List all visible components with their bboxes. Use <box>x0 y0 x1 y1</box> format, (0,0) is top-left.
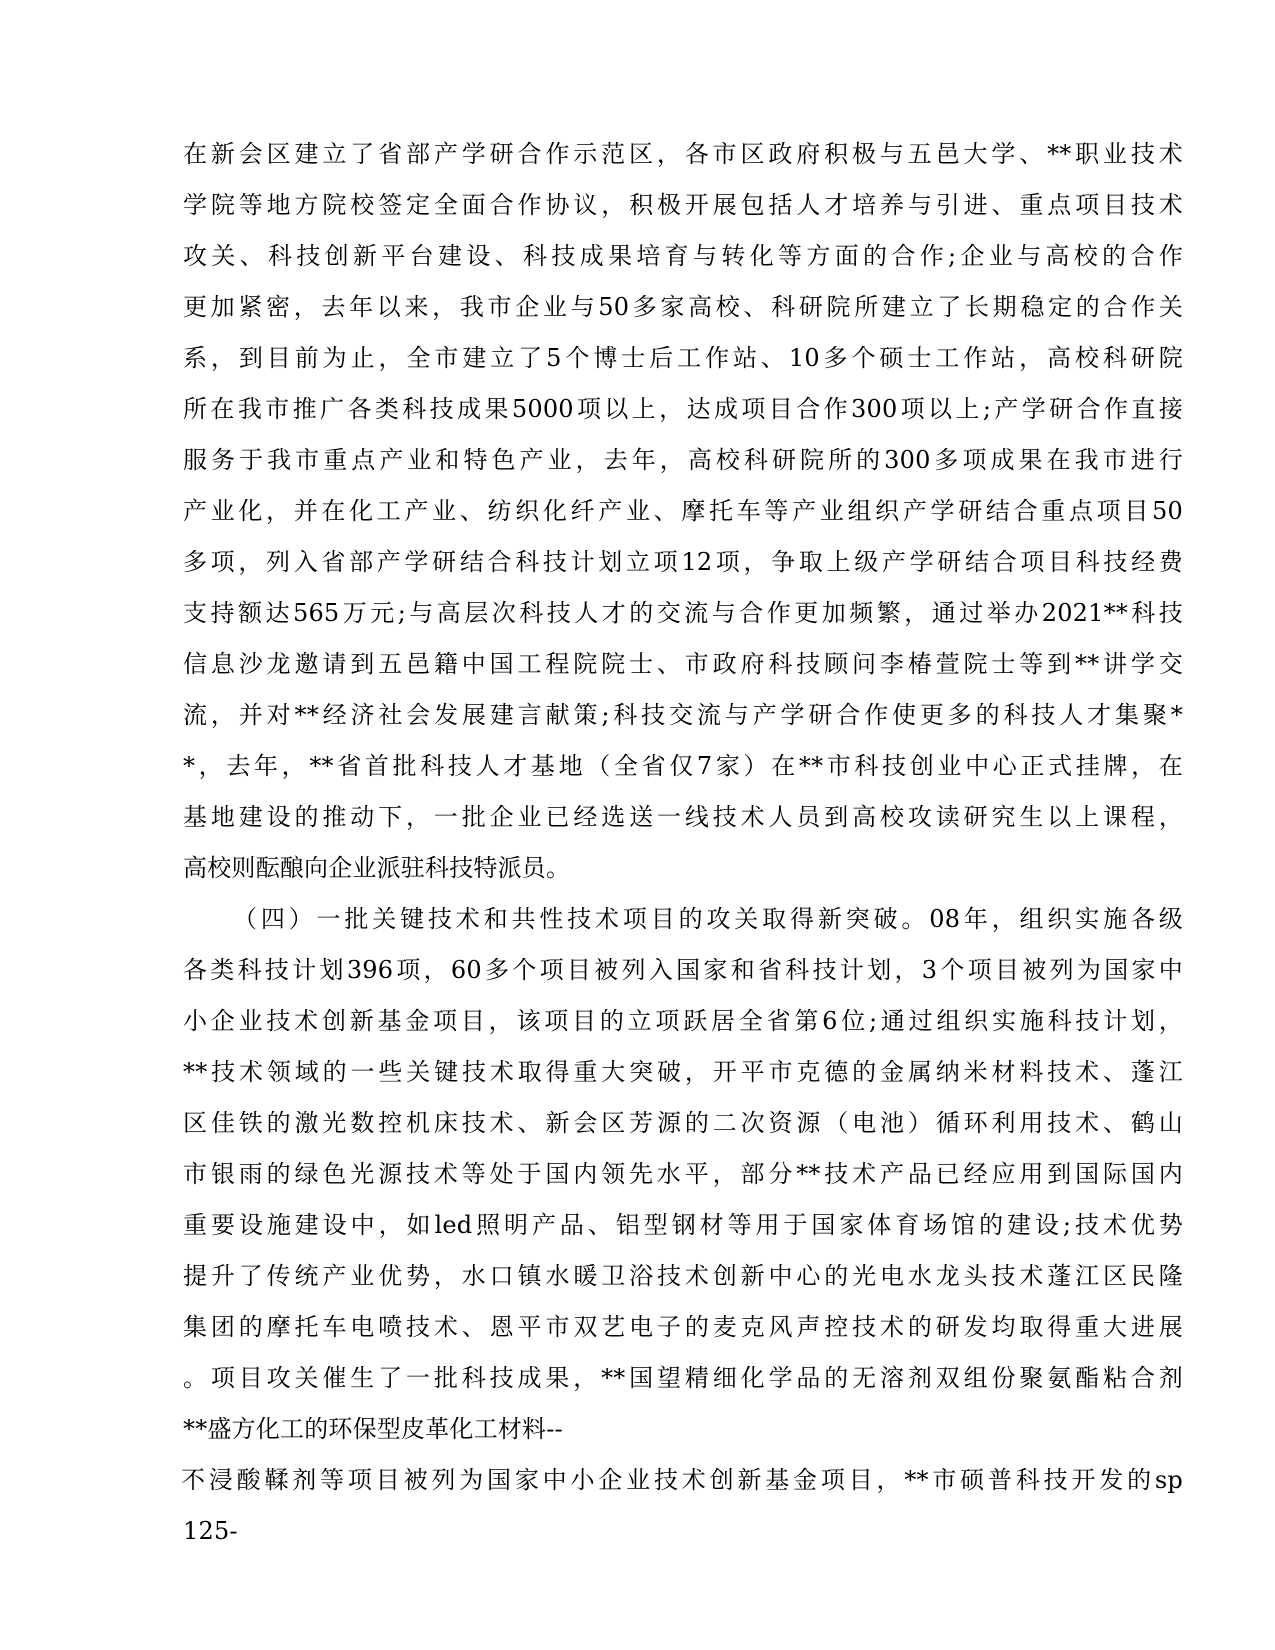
text-line: 重要设施建设中，如led照明产品、铝型钢材等用于国家体育场馆的建设;技术优势 <box>183 1211 1183 1239</box>
text-line: 小企业技术创新基金项目，该项目的立项跃居全省第6位;通过组织实施科技计划， <box>183 1007 1183 1035</box>
text-line: 产业化，并在化工产业、纺织化纤产业、摩托车等产业组织产学研结合重点项目50 <box>183 497 1183 525</box>
text-line: 信息沙龙邀请到五邑籍中国工程院院士、市政府科技顾问李椿萱院士等到**讲学交 <box>183 650 1183 678</box>
text-line: 区佳铁的激光数控机床技术、新会区芳源的二次资源（电池）循环利用技术、鹤山 <box>183 1109 1183 1137</box>
body-text <box>183 138 1183 1566</box>
text-line: **技术领域的一些关键技术取得重大突破，开平市克德的金属纳米材料技术、蓬江 <box>183 1058 1183 1086</box>
text-line: 各类科技计划396项，60多个项目被列入国家和省科技计划，3个项目被列为国家中 <box>183 956 1183 984</box>
text-line: 服务于我市重点产业和特色产业，去年，高校科研院所的300多项成果在我市进行 <box>183 446 1183 474</box>
text-line: 学院等地方院校签定全面合作协议，积极开展包括人才培养与引进、重点项目技术 <box>183 191 1183 219</box>
text-line: 多项，列入省部产学研结合科技计划立项12项，争取上级产学研结合项目科技经费 <box>183 548 1183 576</box>
text-line: 市银雨的绿色光源技术等处于国内领先水平，部分**技术产品已经应用到国际国内 <box>183 1160 1183 1188</box>
text-line: 125- <box>183 1517 238 1545</box>
text-line: 在新会区建立了省部产学研合作示范区，各市区政府积极与五邑大学、**职业技术 <box>183 140 1183 168</box>
text-line: 流，并对**经济社会发展建言献策;科技交流与产学研合作使更多的科技人才集聚* <box>183 701 1183 729</box>
text-line: **盛方化工的环保型皮革化工材料-- <box>183 1415 563 1443</box>
section-heading-line: （四）一批关键技术和共性技术项目的攻关取得新突破。08年，组织实施各级 <box>233 905 1183 933</box>
text-line: 支持额达565万元;与高层次科技人才的交流与合作更加频繁，通过举办2021**科技 <box>183 599 1183 627</box>
text-line: 系，到目前为止，全市建立了5个博士后工作站、10多个硕士工作站，高校科研院 <box>183 344 1183 372</box>
text-line: 集团的摩托车电喷技术、恩平市双艺电子的麦克风声控技术的研发均取得重大进展 <box>183 1313 1183 1341</box>
text-line: 攻关、科技创新平台建设、科技成果培育与转化等方面的合作;企业与高校的合作 <box>183 242 1183 270</box>
text-line: 所在我市推广各类科技成果5000项以上，达成项目合作300项以上;产学研合作直接 <box>183 395 1183 423</box>
text-line: 提升了传统产业优势，水口镇水暖卫浴技术创新中心的光电水龙头技术蓬江区民隆 <box>183 1262 1183 1290</box>
text-line: 不浸酸鞣剂等项目被列为国家中小企业技术创新基金项目，**市硕普科技开发的sp <box>181 1466 1183 1494</box>
text-line: 。项目攻关催生了一批科技成果，**国望精细化学品的无溶剂双组份聚氨酯粘合剂 <box>183 1364 1183 1392</box>
paragraph-end-line: 高校则酝酿向企业派驻科技特派员。 <box>183 854 571 882</box>
text-line: *，去年，**省首批科技人才基地（全省仅7家）在**市科技创业中心正式挂牌，在 <box>183 752 1183 780</box>
text-line: 更加紧密，去年以来，我市企业与50多家高校、科研院所建立了长期稳定的合作关 <box>183 293 1183 321</box>
text-line: 基地建设的推动下，一批企业已经选送一线技术人员到高校攻读研究生以上课程， <box>183 803 1183 831</box>
